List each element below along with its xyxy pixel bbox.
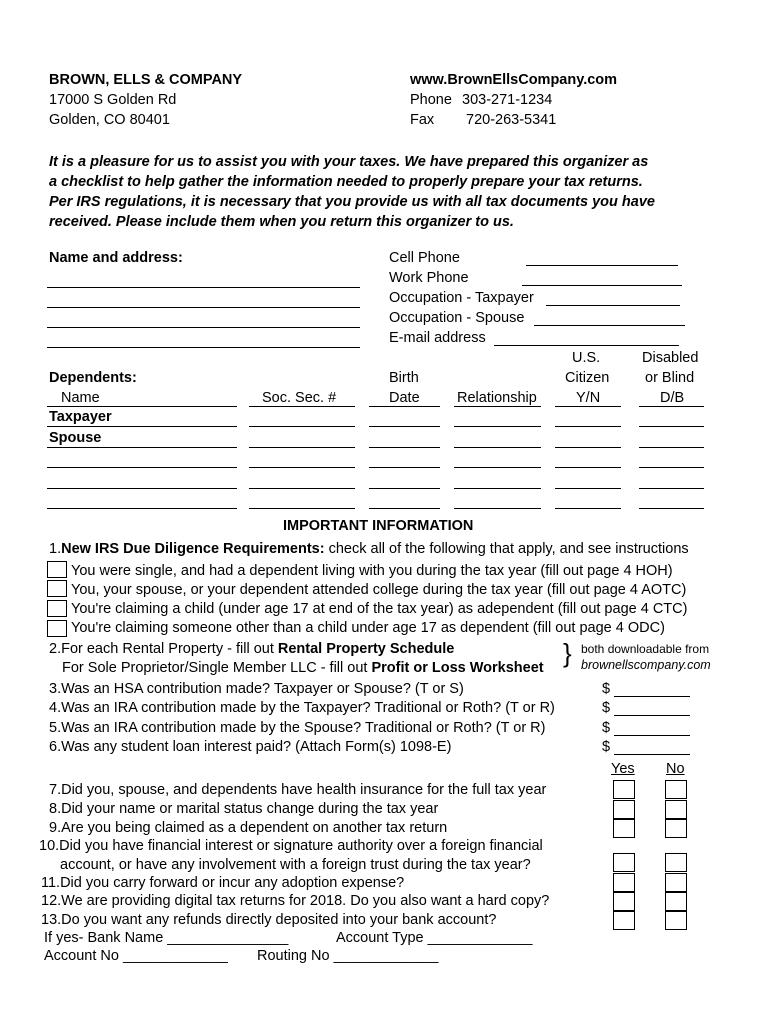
question-9: 9.Are you being claimed as a dependent on another tax return bbox=[49, 820, 448, 836]
item1 bbox=[49, 542, 689, 557]
col-ssn-header: Soc. Sec. # bbox=[262, 390, 337, 406]
q11-no-checkbox[interactable] bbox=[665, 873, 687, 892]
occupation-taxpayer-field[interactable] bbox=[546, 305, 680, 306]
student-loan-amount-field[interactable] bbox=[614, 754, 690, 755]
intro-line: received. Please include them when you return this organizer to us. bbox=[49, 214, 514, 230]
dependent-birth-date-field[interactable] bbox=[369, 467, 440, 468]
col-disabled-header-2: or Blind bbox=[645, 370, 695, 386]
dependent-ssn-field[interactable] bbox=[249, 426, 355, 427]
dependent-us-citizen-field[interactable] bbox=[555, 467, 621, 468]
rental-schedule-link: Rental Property Schedule bbox=[277, 641, 455, 657]
download-note-line1: both downloadable from bbox=[581, 642, 710, 656]
dependent-ssn-field bbox=[249, 406, 355, 407]
dependent-name-field bbox=[47, 406, 237, 407]
address-line-3[interactable] bbox=[47, 327, 360, 328]
brace-icon: } bbox=[563, 638, 572, 668]
dependent-birth-date-field bbox=[369, 406, 440, 407]
address-line-4[interactable] bbox=[47, 347, 360, 348]
item2-rental bbox=[49, 642, 454, 657]
dependent-name-field[interactable] bbox=[47, 488, 237, 489]
col-relationship-header: Relationship bbox=[457, 390, 537, 406]
occupation-spouse-label: Occupation - Spouse bbox=[389, 310, 525, 326]
dependent-name-field[interactable] bbox=[47, 467, 237, 468]
firm-fax-label: Fax bbox=[410, 112, 435, 128]
firm-address-line2: Golden, CO 80401 bbox=[49, 112, 170, 128]
work-phone-field[interactable] bbox=[522, 285, 682, 286]
ira-spouse-amount-field[interactable] bbox=[614, 735, 690, 736]
q9-no-checkbox[interactable] bbox=[665, 819, 687, 838]
col-name-header: Name bbox=[61, 390, 100, 406]
q9-yes-checkbox[interactable] bbox=[613, 819, 635, 838]
question-7: 7.Did you, spouse, and dependents have health insurance for the full tax year bbox=[49, 782, 547, 798]
row-taxpayer-label: Taxpayer bbox=[49, 409, 112, 425]
work-phone-label: Work Phone bbox=[389, 270, 469, 286]
dependent-birth-date-field[interactable] bbox=[369, 488, 440, 489]
dependents-title: Dependents: bbox=[49, 370, 137, 386]
dependent-birth-date-field[interactable] bbox=[369, 508, 440, 509]
check-ctc-checkbox[interactable] bbox=[47, 600, 67, 617]
yes-column-header: Yes bbox=[611, 761, 635, 777]
check-aotc-label: You, your spouse, or your dependent attended college during the tax year (fill out page 4 AOTC) bbox=[71, 582, 687, 598]
email-field[interactable] bbox=[494, 345, 679, 346]
account-type-field[interactable]: Account Type _____________ bbox=[336, 930, 533, 946]
q11-yes-checkbox[interactable] bbox=[613, 873, 635, 892]
item1-num: 1. bbox=[49, 541, 62, 557]
dependent-us-citizen-field[interactable] bbox=[555, 426, 621, 427]
firm-name: BROWN, ELLS & COMPANY bbox=[49, 72, 243, 88]
email-label: E-mail address bbox=[389, 330, 486, 346]
intro-line: Per IRS regulations, it is necessary that you provide us with all tax documents you have bbox=[49, 194, 655, 210]
routing-number-field[interactable]: Routing No _____________ bbox=[257, 948, 439, 964]
col-disabled-header-1: Disabled bbox=[642, 350, 699, 366]
intro-line: a checklist to help gather the information needed to properly prepare your tax returns. bbox=[49, 174, 643, 190]
dependent-disabled-blind-field[interactable] bbox=[639, 426, 704, 427]
dollar-sign: $ bbox=[602, 681, 611, 697]
dependent-disabled-blind-field[interactable] bbox=[639, 508, 704, 509]
dollar-sign: $ bbox=[602, 739, 611, 755]
firm-fax: 720-263-5341 bbox=[466, 112, 557, 128]
col-birth-header-1: Birth bbox=[389, 370, 419, 386]
important-heading: IMPORTANT INFORMATION bbox=[283, 518, 474, 534]
dependent-relationship-field[interactable] bbox=[454, 426, 541, 427]
q7-no-checkbox[interactable] bbox=[665, 780, 687, 799]
cell-phone-label: Cell Phone bbox=[389, 250, 460, 266]
profit-loss-worksheet-link: Profit or Loss Worksheet bbox=[371, 660, 544, 676]
item2-text: For each Rental Property - fill out bbox=[61, 641, 278, 657]
dependent-us-citizen-field[interactable] bbox=[555, 508, 621, 509]
cell-phone-field[interactable] bbox=[526, 265, 678, 266]
question-13: 13.Do you want any refunds directly deposited into your bank account? bbox=[41, 912, 497, 928]
question-12: 12.We are providing digital tax returns for 2018. Do you also want a hard copy? bbox=[41, 893, 550, 909]
question-10-line2: account, or have any involvement with a foreign trust during the tax year? bbox=[60, 857, 531, 873]
question-11: 11.Did you carry forward or incur any adoption expense? bbox=[41, 875, 405, 891]
ira-taxpayer-amount-field[interactable] bbox=[614, 715, 690, 716]
question-4: 4.Was an IRA contribution made by the Taxpayer? Traditional or Roth? (T or R) bbox=[49, 700, 555, 716]
question-5: 5.Was an IRA contribution made by the Spouse? Traditional or Roth? (T or R) bbox=[49, 720, 546, 736]
dependent-us-citizen-field[interactable] bbox=[555, 447, 621, 448]
name-address-label: Name and address: bbox=[49, 250, 183, 266]
q13-no-checkbox[interactable] bbox=[665, 911, 687, 930]
dependent-birth-date-field[interactable] bbox=[369, 447, 440, 448]
dependent-relationship-field[interactable] bbox=[454, 508, 541, 509]
check-ctc-label: You're claiming a child (under age 17 at end of the tax year) as adependent (fill out page 4 CTC) bbox=[71, 601, 688, 617]
dependent-name-field[interactable] bbox=[47, 447, 237, 448]
dependent-relationship-field bbox=[454, 406, 541, 407]
dependent-name-field[interactable] bbox=[47, 508, 237, 509]
no-column-header: No bbox=[666, 761, 685, 777]
q12-no-checkbox[interactable] bbox=[665, 892, 687, 911]
firm-website: www.BrownEllsCompany.com bbox=[410, 72, 618, 88]
check-hoh-checkbox[interactable] bbox=[47, 561, 67, 578]
dependent-disabled-blind-field[interactable] bbox=[639, 467, 704, 468]
check-aotc-checkbox[interactable] bbox=[47, 580, 67, 597]
item2b-text: For Sole Proprietor/Single Member LLC - fill out bbox=[62, 660, 372, 676]
address-line-2[interactable] bbox=[47, 307, 360, 308]
dependent-relationship-field[interactable] bbox=[454, 467, 541, 468]
hsa-amount-field[interactable] bbox=[614, 696, 690, 697]
firm-phone-label: Phone bbox=[410, 92, 452, 108]
account-number-field[interactable]: Account No _____________ bbox=[44, 948, 228, 964]
col-disabled-header-3: D/B bbox=[660, 390, 685, 406]
item2-sole-prop bbox=[62, 661, 544, 676]
check-odc-checkbox[interactable] bbox=[47, 620, 67, 637]
dependent-disabled-blind-field[interactable] bbox=[639, 447, 704, 448]
col-us-header-1: U.S. bbox=[572, 350, 601, 366]
check-hoh-label: You were single, and had a dependent living with you during the tax year (fill out page 4 HOH) bbox=[71, 563, 673, 579]
question-3: 3.Was an HSA contribution made? Taxpayer or Spouse? (T or S) bbox=[49, 681, 464, 697]
dependent-relationship-field[interactable] bbox=[454, 488, 541, 489]
check-odc-label: You're claiming someone other than a child under age 17 as dependent (fill out page 4 ODC) bbox=[71, 620, 665, 636]
dependent-us-citizen-field[interactable] bbox=[555, 488, 621, 489]
question-6: 6.Was any student loan interest paid? (Attach Form(s) 1098-E) bbox=[49, 739, 452, 755]
col-birth-header-2: Date bbox=[389, 390, 420, 406]
q8-no-checkbox[interactable] bbox=[665, 800, 687, 819]
dependent-relationship-field[interactable] bbox=[454, 447, 541, 448]
q10-yes-checkbox[interactable] bbox=[613, 853, 635, 872]
q10-no-checkbox[interactable] bbox=[665, 853, 687, 872]
dependent-ssn-field[interactable] bbox=[249, 447, 355, 448]
q7-yes-checkbox[interactable] bbox=[613, 780, 635, 799]
firm-address-line1: 17000 S Golden Rd bbox=[49, 92, 177, 108]
dependent-disabled-blind-field[interactable] bbox=[639, 488, 704, 489]
intro-paragraph bbox=[49, 152, 729, 232]
occupation-spouse-field[interactable] bbox=[534, 325, 685, 326]
bank-name-field[interactable]: If yes- Bank Name _______________ bbox=[44, 930, 289, 946]
address-line-1[interactable] bbox=[47, 287, 360, 288]
intro-line: It is a pleasure for us to assist you with your taxes. We have prepared this organizer as bbox=[49, 154, 649, 170]
row-spouse-label: Spouse bbox=[49, 430, 102, 446]
firm-phone: 303-271-1234 bbox=[462, 92, 553, 108]
col-us-header-3: Y/N bbox=[576, 390, 601, 406]
dollar-sign: $ bbox=[602, 700, 611, 716]
question-8: 8.Did your name or marital status change during the tax year bbox=[49, 801, 439, 817]
item1-bold: New IRS Due Diligence Requirements: bbox=[61, 541, 325, 557]
q8-yes-checkbox[interactable] bbox=[613, 800, 635, 819]
dependent-birth-date-field[interactable] bbox=[369, 426, 440, 427]
dependent-disabled-blind-field bbox=[639, 406, 704, 407]
question-10-line1: 10.Did you have financial interest or signature authority over a foreign financial bbox=[39, 838, 543, 854]
q12-yes-checkbox[interactable] bbox=[613, 892, 635, 911]
q13-yes-checkbox[interactable] bbox=[613, 911, 635, 930]
item1-rest: check all of the following that apply, and see instructions bbox=[324, 541, 689, 557]
dependent-ssn-field[interactable] bbox=[249, 508, 355, 509]
dependent-us-citizen-field bbox=[555, 406, 621, 407]
item2-num: 2. bbox=[49, 641, 62, 657]
download-note-line2: brownellscompany.com bbox=[581, 658, 711, 672]
dependent-ssn-field[interactable] bbox=[249, 488, 355, 489]
dollar-sign: $ bbox=[602, 720, 611, 736]
dependent-ssn-field[interactable] bbox=[249, 467, 355, 468]
dependent-name-field[interactable] bbox=[47, 426, 237, 427]
col-us-header-2: Citizen bbox=[565, 370, 610, 386]
occupation-taxpayer-label: Occupation - Taxpayer bbox=[389, 290, 534, 306]
